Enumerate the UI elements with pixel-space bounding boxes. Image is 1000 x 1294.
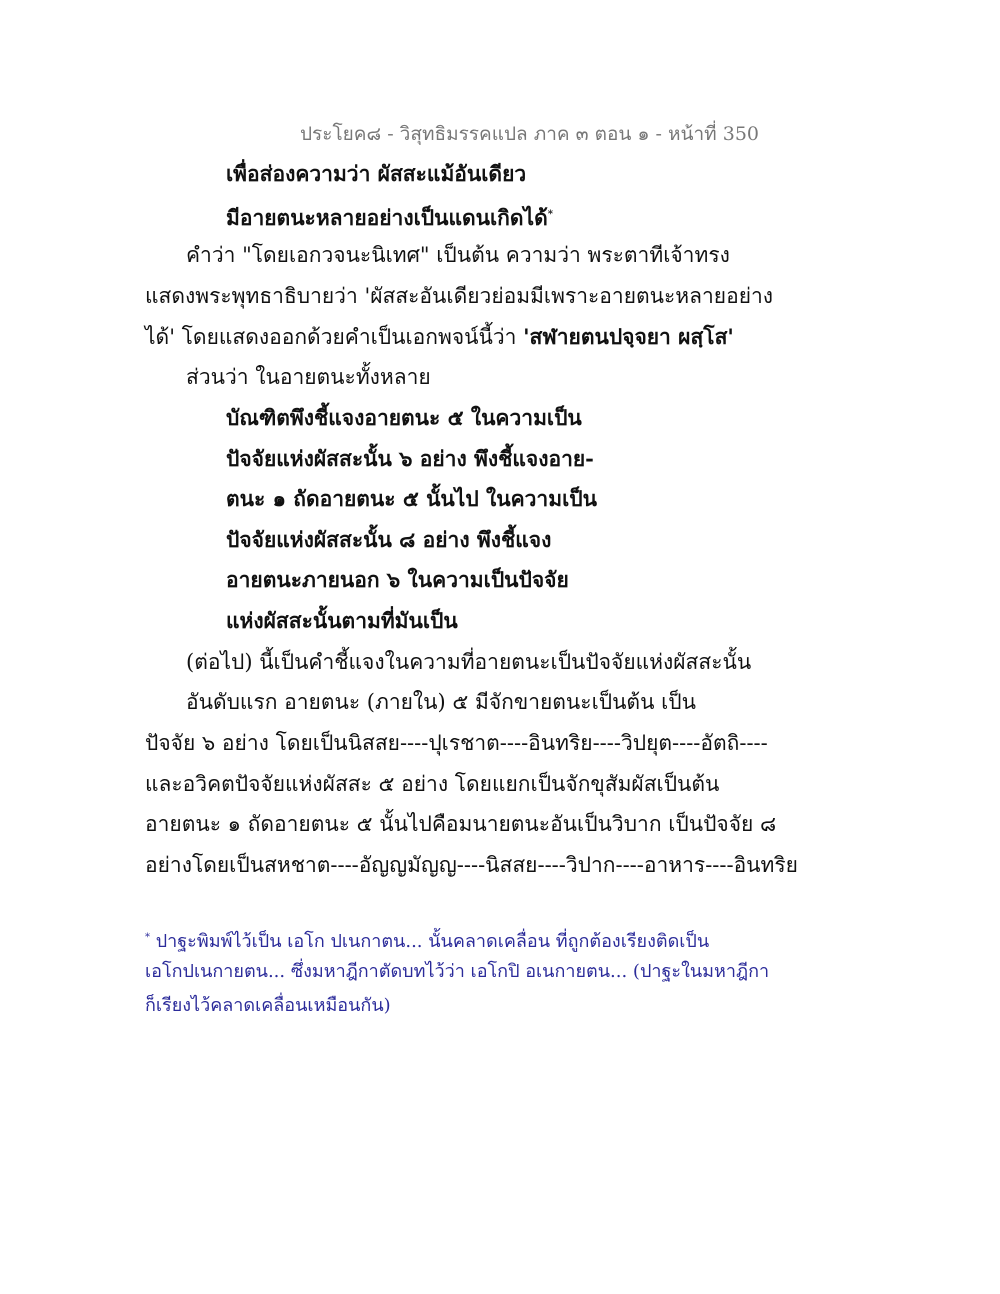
verse-line: ปัจจัยแห่งผัสสะนั้น ๘ อย่าง พึงชี้แจง <box>226 527 552 552</box>
verse-line <box>226 201 553 232</box>
verse-line: อายตนะภายนอก ๖ ในความเป็นปัจจัย <box>226 567 569 592</box>
paragraph-text: ได้' โดยแสดงออกด้วยคำเป็นเอกพจน์นี้ว่า <box>145 325 524 349</box>
verse-line: เพื่อส่องความว่า ผัสสะแม้อันเดียว <box>226 161 527 186</box>
paragraph-line: ส่วนว่า ในอายตนะทั้งหลาย <box>186 365 431 389</box>
footnote-marker: * <box>145 932 150 943</box>
footnote-line: ก็เรียงไว้คลาดเคลื่อนเหมือนกัน) <box>145 995 391 1016</box>
verse-line: ตนะ ๑ ถัดอายตนะ ๕ นั้นไป ในความเป็น <box>226 486 597 511</box>
footnote-line <box>145 924 709 956</box>
verse-line: บัณฑิตพึงชี้แจงอายตนะ ๕ ในความเป็น <box>226 405 582 430</box>
verse-text: มีอายตนะหลายอย่างเป็นแดนเกิดได้ <box>226 205 548 230</box>
page-header: ประโยค๘ - วิสุทธิมรรคแปล ภาค ๓ ตอน ๑ - หน้าที่ 350 <box>300 123 760 145</box>
paragraph-line: คำว่า "โดยเอกวจนะนิเทศ" เป็นต้น ความว่า พระตาทีเจ้าทรง <box>186 243 730 267</box>
paragraph-line: อันดับแรก อายตนะ (ภายใน) ๕ มีจักขายตนะเป็นต้น เป็น <box>186 690 696 714</box>
footnote-text: ปาฐะพิมพ์ไว้เป็น เอโก ปเนกาตน... นั้นคลาดเคลื่อน ที่ถูกต้องเรียงติดเป็น <box>150 931 710 952</box>
pali-quote: 'สฬายตนปจฺจยา ผสฺโส' <box>523 324 734 349</box>
paragraph-line: และอวิคตปัจจัยแห่งผัสสะ ๕ อย่าง โดยแยกเป็นจักขุสัมผัสเป็นต้น <box>145 772 720 796</box>
paragraph-line: อายตนะ ๑ ถัดอายตนะ ๕ นั้นไปคือมนายตนะอันเป็นวิบาก เป็นปัจจัย ๘ <box>145 812 777 836</box>
paragraph-line: ปัจจัย ๖ อย่าง โดยเป็นนิสสย----ปุเรชาต----อินทริย----วิปยุต----อัตถิ---- <box>145 731 768 755</box>
verse-line: ปัจจัยแห่งผัสสะนั้น ๖ อย่าง พึงชี้แจงอาย- <box>226 446 594 471</box>
paragraph-line: แสดงพระพุทธาธิบายว่า 'ผัสสะอันเดียวย่อมมีเพราะอายตนะหลายอย่าง <box>145 284 774 308</box>
paragraph-line: อย่างโดยเป็นสหชาต----อัญญมัญญ----นิสสย----วิปาก----อาหาร----อินทริย <box>145 853 798 877</box>
paragraph-line <box>145 323 734 351</box>
paragraph-line: (ต่อไป) นี้เป็นคำชี้แจงในความที่อายตนะเป็นปัจจัยแห่งผัสสะนั้น <box>186 650 752 674</box>
footnote-line: เอโกปเนกายตน... ซึ่งมหาฎีกาตัดบทไว้ว่า เอโกปิ อเนกายตน... (ปาฐะในมหาฎีกา <box>145 961 770 982</box>
footnote-marker: * <box>547 209 553 220</box>
verse-line: แห่งผัสสะนั้นตามที่มันเป็น <box>226 608 458 633</box>
